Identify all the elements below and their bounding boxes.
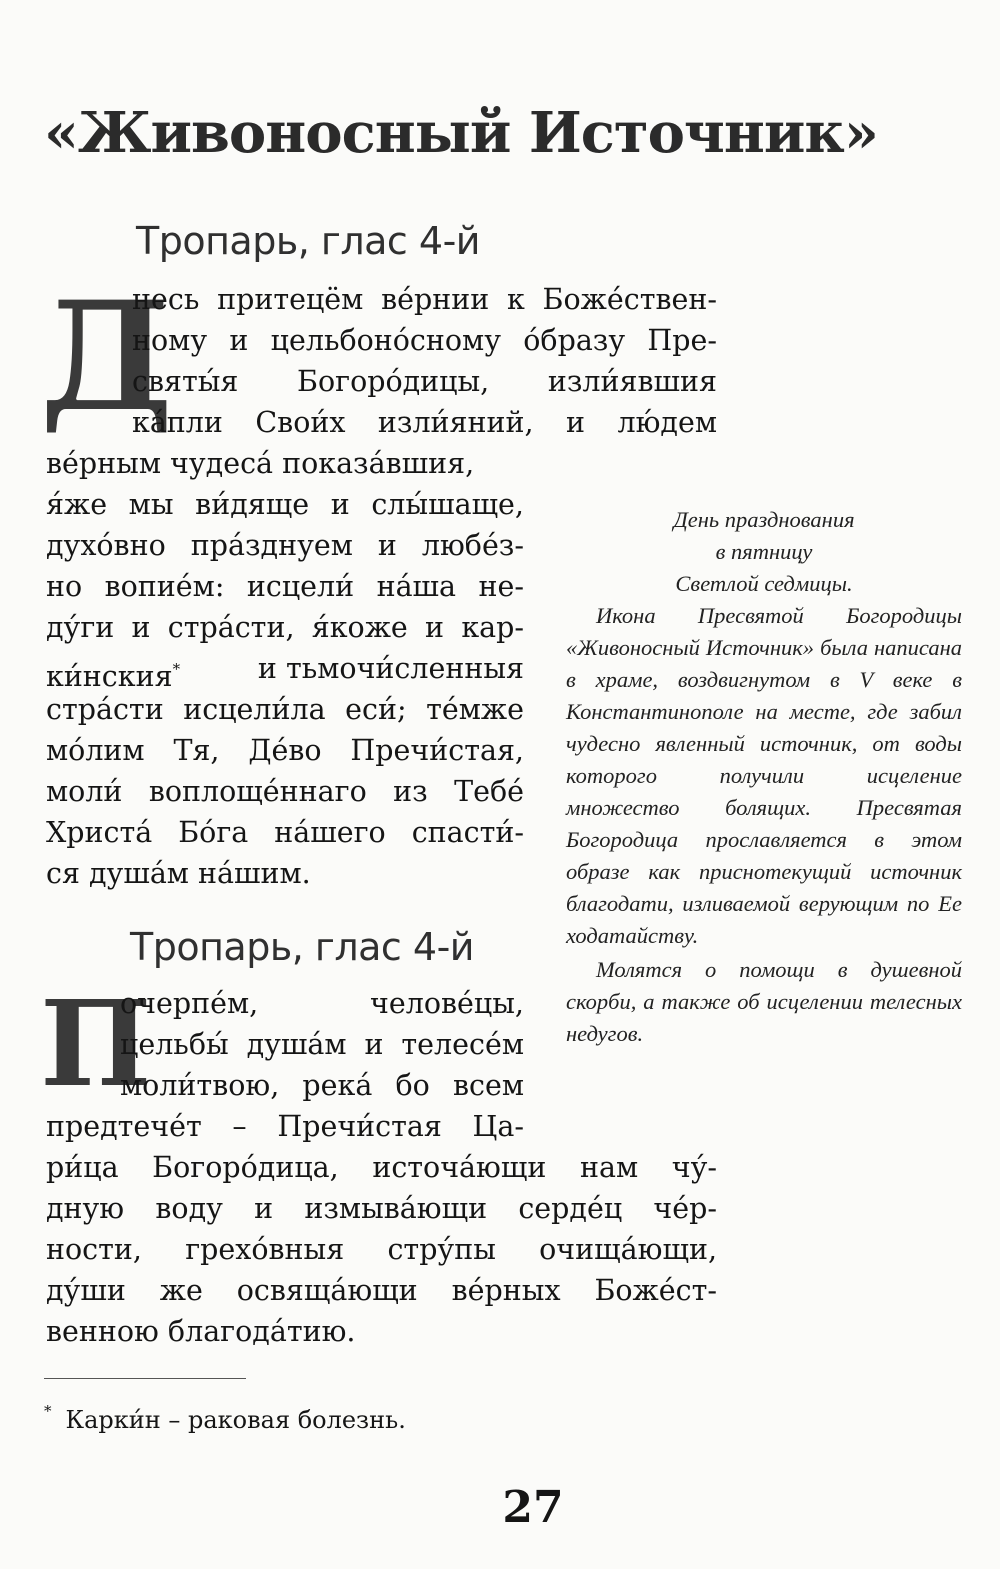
text-line: цельбы́ душа́м и телесе́м [120, 1028, 524, 1061]
prayer-purpose: Молятся о помощи в душевной скорби, а также об исцелении телесных недугов. [566, 957, 962, 1046]
text-line: мо́лим Тя, Де́во Пречи́стая, [46, 734, 524, 767]
text-fragment: ки́нския* [46, 660, 181, 689]
text-line: ве́рным чудеса́ показа́вшия, [46, 447, 475, 480]
text-line: дную воду и измыва́ющи серде́ц че́р- [46, 1192, 717, 1225]
feast-day-line: Светлой седмицы. [675, 571, 853, 596]
text-line: святы́я Богоро́дицы, изли́явшия [132, 365, 717, 398]
text-line: ному и цельбоно́сному о́бразу Пре- [132, 324, 717, 357]
feast-day-line: в пятницу [715, 539, 813, 564]
troparion-heading-2: Тропарь, глас 4-й [130, 925, 474, 969]
text-line: очерпе́м, челове́цы, [120, 987, 524, 1020]
text-fragment: и тьмочи́сленныя [257, 652, 524, 685]
text-line: моли́твою, река́ бо всем [120, 1069, 524, 1102]
text-line: ри́ца Богоро́дица, источа́ющи нам чу́- [46, 1151, 717, 1184]
footnote-divider [44, 1378, 246, 1379]
text-line: ся душа́м на́шим. [46, 857, 311, 890]
text-line: духо́вно пра́зднуем и любе́з- [46, 529, 524, 562]
page-number: 27 [502, 1482, 564, 1533]
icon-description: Икона Пресвятой Богородицы «Живоносный Источник» была написана в храме, воздвигнутом в V веке в Константинополе на месте, где забил чудесно явленный источник, от воды которого получили исцеление множество болящих. Пресвятая Богородица прославляется в этом образе как приснотекущий источник благодати, изливаемой верующим по Ее ходатайству. [566, 603, 962, 948]
text-line: Христа́ Бо́га на́шего спасти́- [46, 816, 524, 849]
text-line: ду́ши же освяща́ющи ве́рных Боже́ст- [46, 1274, 717, 1307]
footnote-text: Карки́н – раковая болезнь. [65, 1406, 406, 1434]
text-line: стра́сти исцели́ла еси́; те́мже [46, 693, 524, 726]
drop-cap-1: Д [40, 269, 174, 445]
text-line: венною благода́тию. [46, 1315, 356, 1348]
text-line: ду́ги и стра́сти, я́коже и кар- [46, 611, 524, 644]
troparion-heading-1: Тропарь, глас 4-й [136, 219, 480, 263]
feast-day-line: День празднования [673, 507, 855, 532]
text-line [46, 649, 524, 689]
text-line: я́же мы ви́дяще и слы́шаще, [46, 488, 524, 521]
text-line: несь притецём ве́рнии к Божéствен- [132, 283, 717, 316]
text-line: ка́пли Свои́х изли́яний, и лю́дем [132, 406, 717, 439]
sidebar-note [566, 504, 962, 1050]
drop-cap-2: П [40, 974, 152, 1113]
text-line: ности, грехо́вныя стру́пы очища́ющи, [46, 1233, 717, 1266]
page-title: «Живоносный Источник» [44, 100, 878, 166]
text-line: предтече́т – Пречи́стая Ца- [46, 1110, 524, 1143]
footnote [44, 1393, 406, 1438]
text-line: моли́ воплоще́ннаго из Тебе́ [46, 775, 524, 808]
footnote-marker: * [44, 1402, 52, 1420]
text-line: но вопие́м: исцели́ на́ша не- [46, 570, 524, 603]
footnote-marker: * [172, 660, 181, 678]
